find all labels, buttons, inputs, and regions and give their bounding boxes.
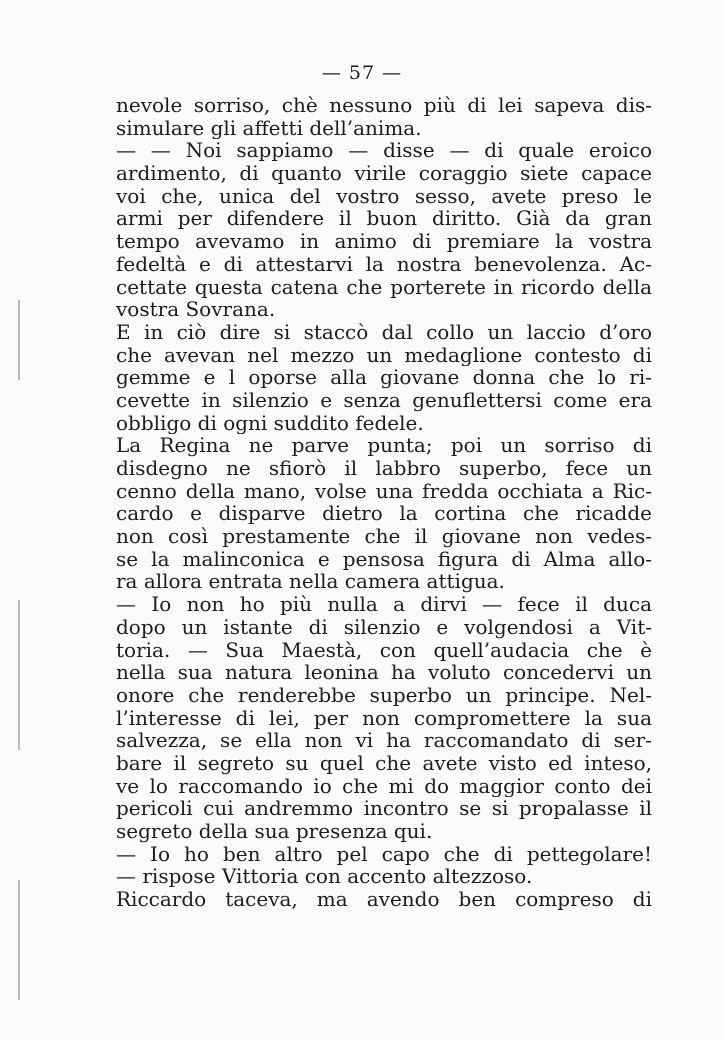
- text-line: nevole sorriso, chè nessuno più di lei sapeva dis-: [116, 94, 652, 117]
- text-line: — Io ho ben altro pel capo che di pettegolare!: [116, 842, 652, 866]
- text-line: ve lo raccomando io che mi do maggior conto dei: [116, 774, 652, 798]
- text-line: toria. — Sua Maestà, con quell’audacia che è: [116, 638, 652, 662]
- text-line: pericoli cui andremmo incontro se si propalasse il: [116, 797, 652, 820]
- text-line: voi che, unica del vostro sesso, avete preso le: [116, 184, 652, 208]
- page-edge-shadow: [18, 300, 20, 380]
- text-line: che avevan nel mezzo un medaglione contesto di: [116, 343, 652, 367]
- text-line: bare il segreto su quel che avete visto ed inteso,: [116, 751, 652, 775]
- text-line: E in ciò dire si staccò dal collo un laccio d’oro: [116, 320, 652, 344]
- page-edge-shadow: [18, 600, 20, 750]
- text-line: salvezza, se ella non vi ha raccomandato di ser-: [116, 729, 652, 752]
- text-line: Riccardo taceva, ma avendo ben compreso di: [116, 888, 652, 911]
- text-line: cettate questa catena che porterete in ricordo della: [116, 275, 652, 299]
- text-line: gemme e l oporse alla giovane donna che lo ri-: [116, 366, 652, 389]
- text-line: cenno della mano, volse una fredda occhiata a Ric-: [116, 479, 652, 503]
- text-line: nella sua natura leonina ha voluto concedervi un: [116, 661, 652, 684]
- text-line: cevette in silenzio e senza genuflettersi come era: [116, 388, 652, 412]
- text-line: non così prestamente che il giovane non vedes-: [116, 525, 652, 548]
- body-text: [116, 94, 652, 911]
- text-line: simulare gli affetti dell’anima.: [116, 116, 422, 140]
- text-line: — — Noi sappiamo — disse — di quale eroico: [116, 139, 652, 163]
- text-line: La Regina ne parve punta; poi un sorriso di: [116, 434, 652, 457]
- text-line: dopo un istante di silenzio e volgendosi a Vit-: [116, 615, 652, 639]
- page-number: — 57 —: [321, 62, 403, 84]
- text-line: obbligo di ogni suddito fedele.: [116, 411, 424, 435]
- text-line: — rispose Vittoria con accento altezzoso.: [116, 865, 533, 889]
- text-line: fedeltà e di attestarvi la nostra benevolenza. Ac-: [116, 252, 652, 276]
- text-line: se la malinconica e pensosa figura di Alma allo-: [116, 547, 652, 571]
- text-line: cardo e disparve dietro la cortina che ricadde: [116, 502, 652, 526]
- text-line: armi per difendere il buon diritto. Già da gran: [116, 207, 652, 231]
- text-line: l’interesse di lei, per non compromettere la sua: [116, 706, 652, 730]
- text-line: — Io non ho più nulla a dirvi — fece il duca: [116, 593, 652, 616]
- text-line: vostra Sovrana.: [116, 298, 276, 321]
- text-line: onore che renderebbe superbo un principe. Nel-: [116, 683, 652, 707]
- text-line: ardimento, di quanto virile coraggio siete capace: [116, 162, 652, 185]
- text-line: disdegno ne sfiorò il labbro superbo, fece un: [116, 457, 652, 480]
- text-line: ra allora entrata nella camera attigua.: [116, 570, 505, 594]
- page-edge-shadow: [18, 880, 20, 1000]
- text-line: tempo avevamo in animo di premiare la vostra: [116, 230, 652, 253]
- text-line: segreto della sua presenza qui.: [116, 820, 433, 843]
